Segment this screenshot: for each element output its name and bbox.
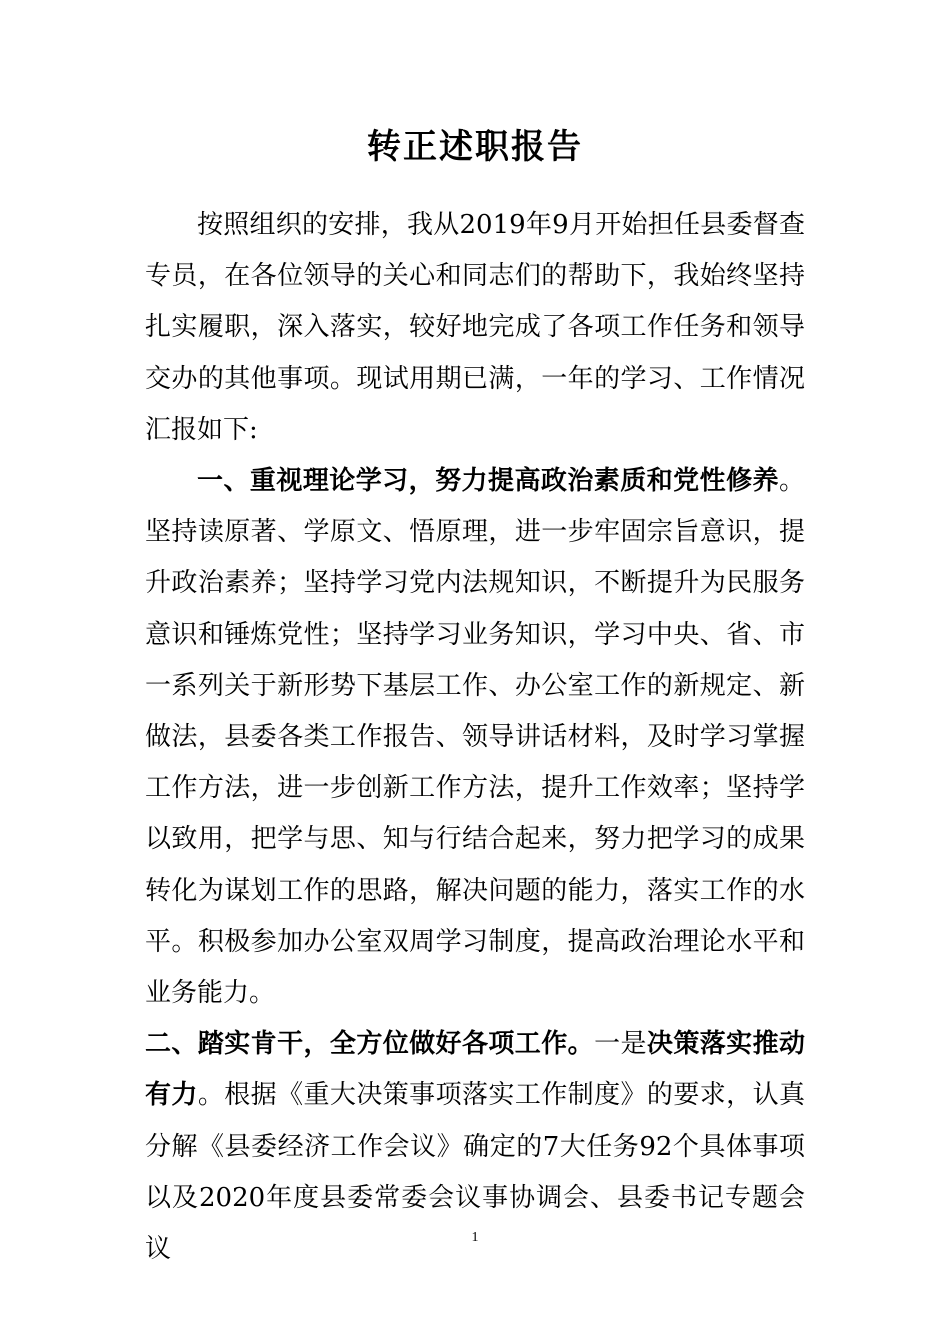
section-2-body: 。根据《重大决策事项落实工作制度》的要求，认真分解《县委经济工作会议》确定的7大任务92个具体事项以及2020年度县委常委会议事协调会、县委书记专题会议 [145,1080,805,1265]
section-1-body: 坚持读原著、学原文、悟原理，进一步牢固宗旨意识，提升政治素养；坚持学习党内法规知识，不断提升为民服务意识和锤炼党性；坚持学习业务知识，学习中央、省、市一系列关于新形势下基层工作、办公室工作的新规定、新做法，县委各类工作报告、领导讲话材料，及时学习掌握工作方法，进一步创新工作方法，提升工作效率；坚持学以致用，把学与思、知与行结合起来，努力把学习的成果转化为谋划工作的思路，解决问题的能力，落实工作的水平。积极参加办公室双周学习制度，提高政治理论水平和业务能力。 [145,517,805,1009]
section-1-heading-punct: 。 [778,466,805,497]
section-2-lead: 一是 [594,1029,647,1060]
page-number: 1 [471,1230,479,1245]
intro-paragraph: 按照组织的安排，我从2019年9月开始担任县委督查专员，在各位领导的关心和同志们的帮助下，我始终坚持扎实履职，深入落实，较好地完成了各项工作任务和领导交办的其他事项。现试用期已满，一年的学习、工作情况汇报如下: [145,210,805,445]
document-title: 转正述职报告 [367,127,583,167]
section-2-heading: 二、踏实肯干，全方位做好各项工作。 [145,1029,595,1060]
section-2-sub-heading: 决策落实推动有力 [145,1029,805,1111]
section-1-heading: 一、重视理论学习，努力提高政治素质和党性修养 [197,466,779,497]
section-1-paragraph [145,456,805,1019]
document-body [145,200,805,1275]
